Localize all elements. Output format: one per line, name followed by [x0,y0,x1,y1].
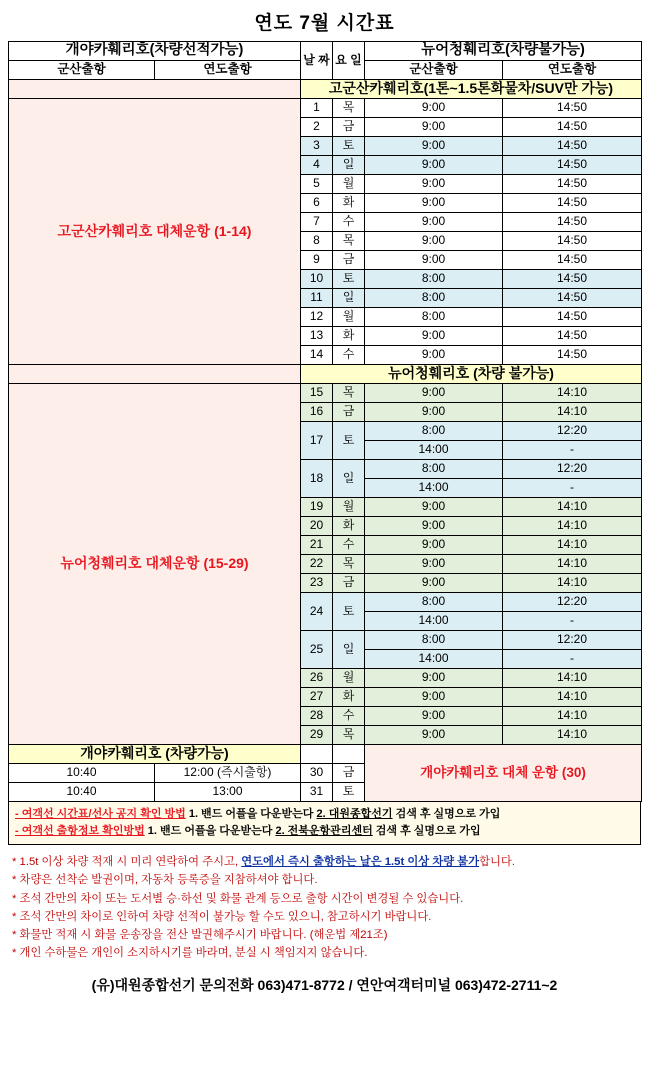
cell-departure-yeondo: 14:50 [503,270,642,289]
cell-dow: 일 [333,289,365,308]
cell-dow: 목 [333,726,365,745]
cell-departure-gunsan: 9:00 [365,118,503,137]
cell-departure-yeondo: 14:50 [503,289,642,308]
notice-box [8,802,641,845]
cell-departure-yeondo: 14:50 [503,308,642,327]
cell-departure-gunsan: 9:00 [365,669,503,688]
cell-departure-yeondo: 14:50 [503,346,642,365]
section1-band-label: 고군산카훼리호(1톤~1.5톤화물차/SUV만 가능) [301,80,642,99]
cell-dow: 목 [333,99,365,118]
cell-departure-yeondo: 14:10 [503,574,642,593]
cell-dow: 수 [333,536,365,555]
cell-day: 18 [301,460,333,498]
cell-dow: 일 [333,631,365,669]
cell-departure-gunsan: 14:00 [365,650,503,669]
cell-dow: 수 [333,707,365,726]
cell-departure-gunsan: 14:00 [365,612,503,631]
cell-day: 28 [301,707,333,726]
cell-departure-yeondo: 14:50 [503,118,642,137]
cell-day: 1 [301,99,333,118]
cell-departure-yeondo: 14:50 [503,327,642,346]
cell-day: 6 [301,194,333,213]
cell-day: 11 [301,289,333,308]
cell-day: 30 [301,764,333,783]
notice-1-step1: 1. 밴드 어플을 다운받는다 [188,808,314,820]
cell-departure-gunsan: 9:00 [365,403,503,422]
cell-departure-gunsan: 8:00 [365,270,503,289]
remark-line: * 1.5t 이상 차량 적재 시 미리 연락하여 주시고, 연도에서 즉시 출항하는 날은 1.5t 이상 차량 불가합니다. [12,856,515,868]
cell-departure-gunsan: 8:00 [365,289,503,308]
section2-band-row [9,365,642,384]
cell-departure-gunsan: 9:00 [365,251,503,270]
cell-dow: 토 [333,270,365,289]
cell-departure-gunsan: 10:40 [9,783,155,802]
cell-departure-gunsan: 9:00 [365,346,503,365]
cell-dow: 수 [333,346,365,365]
cell-dow: 토 [333,137,365,156]
cell-departure-yeondo: 14:50 [503,213,642,232]
cell-day: 10 [301,270,333,289]
cell-departure-gunsan: 9:00 [365,707,503,726]
remark-line: * 조석 간만의 차이로 인하여 차량 선적이 불가능 할 수도 있으니, 참고하시기 바랍니다. [12,910,432,923]
cell-departure-yeondo: 14:50 [503,99,642,118]
cell-departure-gunsan: 9:00 [365,726,503,745]
cell-departure-yeondo: 14:10 [503,555,642,574]
cell-departure-yeondo: 12:20 [503,460,642,479]
cell-day: 4 [301,156,333,175]
cell-dow: 금 [333,251,365,270]
cell-dow: 수 [333,213,365,232]
header-right-sub2: 연도출항 [503,61,642,80]
cell-departure-gunsan: 9:00 [365,213,503,232]
cell-departure-gunsan: 8:00 [365,422,503,441]
notice-1-label: - 여객선 시간표/선사 공지 확인 방법 [15,808,186,820]
cell-departure-gunsan: 10:40 [9,764,155,783]
remark-line: * 차량은 선착순 발권이며, 자동차 등록증을 지참하셔야 합니다. [12,874,318,887]
cell-departure-yeondo: 14:50 [503,156,642,175]
cell-departure-gunsan: 8:00 [365,631,503,650]
cell-dow: 화 [333,517,365,536]
cell-day: 23 [301,574,333,593]
cell-day: 5 [301,175,333,194]
remarks-list [8,845,641,965]
notice-2-step1: 1. 밴드 어플을 다운받는다 [147,824,273,837]
cell-day: 24 [301,593,333,631]
cell-departure-yeondo: 14:10 [503,536,642,555]
cell-day: 26 [301,669,333,688]
cell-day: 9 [301,251,333,270]
cell-dow: 월 [333,669,365,688]
cell-departure-yeondo: 12:20 [503,422,642,441]
cell-day: 21 [301,536,333,555]
cell-day: 16 [301,403,333,422]
cell-departure-yeondo: 14:50 [503,175,642,194]
header-dow: 요 일 [333,42,365,80]
section1-band-row [9,80,642,99]
cell-departure-gunsan: 9:00 [365,194,503,213]
contact-line: (유)대원종합선기 문의전화 063)471-8772 / 연안여객터미널 063)472-2711~2 [91,976,558,993]
cell-departure-gunsan: 9:00 [365,574,503,593]
cell-dow: 일 [333,156,365,175]
section2-left-spacer [9,365,301,384]
cell-dow: 월 [333,175,365,194]
schedule-table [8,41,642,802]
section3-header-row [9,745,642,764]
cell-day: 15 [301,384,333,403]
header-right-main: 뉴어청훼리호(차량불가능) [365,42,642,61]
table-row [9,99,642,118]
section3-left-title: 개야카훼리호 (차량가능) [9,745,301,764]
notice-2-step2: 2. 전북운항관리센터 [275,824,373,837]
remark-line: * 개인 수하물은 개인이 소지하시기를 바라며, 분실 시 책임지지 않습니다. [12,947,368,960]
section3-day-spacer [301,745,333,764]
cell-departure-gunsan: 9:00 [365,175,503,194]
cell-day: 14 [301,346,333,365]
cell-departure-yeondo: 14:10 [503,498,642,517]
cell-dow: 화 [333,194,365,213]
table-header-row [9,42,642,61]
cell-dow: 토 [333,422,365,460]
cell-departure-yeondo: 14:10 [503,726,642,745]
cell-dow: 토 [333,783,365,802]
cell-departure-gunsan: 8:00 [365,308,503,327]
cell-dow: 일 [333,460,365,498]
remark-line: * 조석 간만의 차이 또는 도서별 승·하선 및 화물 관계 등으로 출항 시간이 변경될 수 있습니다. [12,892,464,905]
notice-line-1 [15,806,634,823]
cell-departure-yeondo: 13:00 [155,783,301,802]
remark-line: * 화물만 적재 시 화물 운송장을 전산 발권해주시기 바랍니다. (해운법 제21조) [12,929,388,942]
cell-departure-yeondo: 14:10 [503,688,642,707]
cell-day: 20 [301,517,333,536]
cell-departure-yeondo: - [503,479,642,498]
header-left-sub2: 연도출항 [155,61,301,80]
page-title: 연도 7월 시간표 [254,13,395,34]
section2-band-label: 뉴어청훼리호 (차량 불가능) [301,365,642,384]
notice-1-step3: 검색 후 실명으로 가입 [395,808,501,820]
cell-departure-yeondo: 12:20 [503,631,642,650]
cell-dow: 금 [333,574,365,593]
cell-departure-gunsan: 9:00 [365,555,503,574]
cell-departure-gunsan: 8:00 [365,460,503,479]
cell-dow: 목 [333,384,365,403]
cell-dow: 토 [333,593,365,631]
cell-departure-gunsan: 9:00 [365,137,503,156]
table-row [9,384,642,403]
remark-highlight: 연도에서 즉시 출항하는 날은 1.5t 이상 차량 불가 [241,856,480,868]
header-left-main: 개야카훼리호(차량선적가능) [9,42,301,61]
cell-departure-gunsan: 14:00 [365,441,503,460]
cell-departure-gunsan: 8:00 [365,593,503,612]
cell-departure-yeondo: 14:50 [503,137,642,156]
cell-dow: 화 [333,688,365,707]
cell-departure-yeondo: 14:10 [503,384,642,403]
notice-2-label: - 여객선 출항정보 확인방법 [15,824,145,837]
cell-day: 13 [301,327,333,346]
header-day: 날 짜 [301,42,333,80]
cell-day: 7 [301,213,333,232]
section1-left-note: 고군산카훼리호 대체운항 (1-14) [9,99,301,365]
cell-departure-gunsan: 9:00 [365,536,503,555]
cell-departure-gunsan: 9:00 [365,688,503,707]
section3-dow-spacer [333,745,365,764]
cell-departure-yeondo: 12:00 (즉시출항) [155,764,301,783]
cell-day: 25 [301,631,333,669]
notice-2-step3: 검색 후 실명으로 가입 [375,824,481,837]
cell-departure-gunsan: 9:00 [365,498,503,517]
section3-right-note: 개야카훼리호 대체 운항 (30) [365,745,642,802]
cell-day: 31 [301,783,333,802]
cell-departure-yeondo: 14:50 [503,232,642,251]
cell-dow: 월 [333,308,365,327]
cell-departure-yeondo: 14:10 [503,517,642,536]
notice-line-2 [15,823,634,840]
cell-departure-gunsan: 9:00 [365,232,503,251]
cell-departure-yeondo: 12:20 [503,593,642,612]
cell-departure-yeondo: - [503,650,642,669]
cell-departure-yeondo: 14:10 [503,707,642,726]
cell-departure-gunsan: 9:00 [365,327,503,346]
cell-dow: 금 [333,764,365,783]
cell-dow: 목 [333,555,365,574]
cell-departure-gunsan: 9:00 [365,156,503,175]
cell-day: 17 [301,422,333,460]
cell-day: 27 [301,688,333,707]
cell-dow: 금 [333,118,365,137]
section2-left-note: 뉴어청훼리호 대체운항 (15-29) [9,384,301,745]
section1-left-spacer [9,80,301,99]
cell-day: 12 [301,308,333,327]
cell-day: 3 [301,137,333,156]
cell-departure-yeondo: 14:10 [503,403,642,422]
cell-departure-yeondo: 14:50 [503,194,642,213]
header-left-sub1: 군산출항 [9,61,155,80]
cell-day: 29 [301,726,333,745]
cell-dow: 월 [333,498,365,517]
cell-dow: 금 [333,403,365,422]
notice-1-step2: 2. 대원종합선기 [316,808,393,820]
cell-departure-yeondo: 14:10 [503,669,642,688]
cell-day: 19 [301,498,333,517]
cell-dow: 목 [333,232,365,251]
cell-departure-gunsan: 14:00 [365,479,503,498]
cell-dow: 화 [333,327,365,346]
cell-departure-gunsan: 9:00 [365,517,503,536]
cell-departure-yeondo: - [503,612,642,631]
cell-departure-yeondo: - [503,441,642,460]
cell-departure-gunsan: 9:00 [365,384,503,403]
header-right-sub1: 군산출항 [365,61,503,80]
cell-day: 8 [301,232,333,251]
cell-departure-gunsan: 9:00 [365,99,503,118]
cell-day: 2 [301,118,333,137]
cell-departure-yeondo: 14:50 [503,251,642,270]
cell-day: 22 [301,555,333,574]
